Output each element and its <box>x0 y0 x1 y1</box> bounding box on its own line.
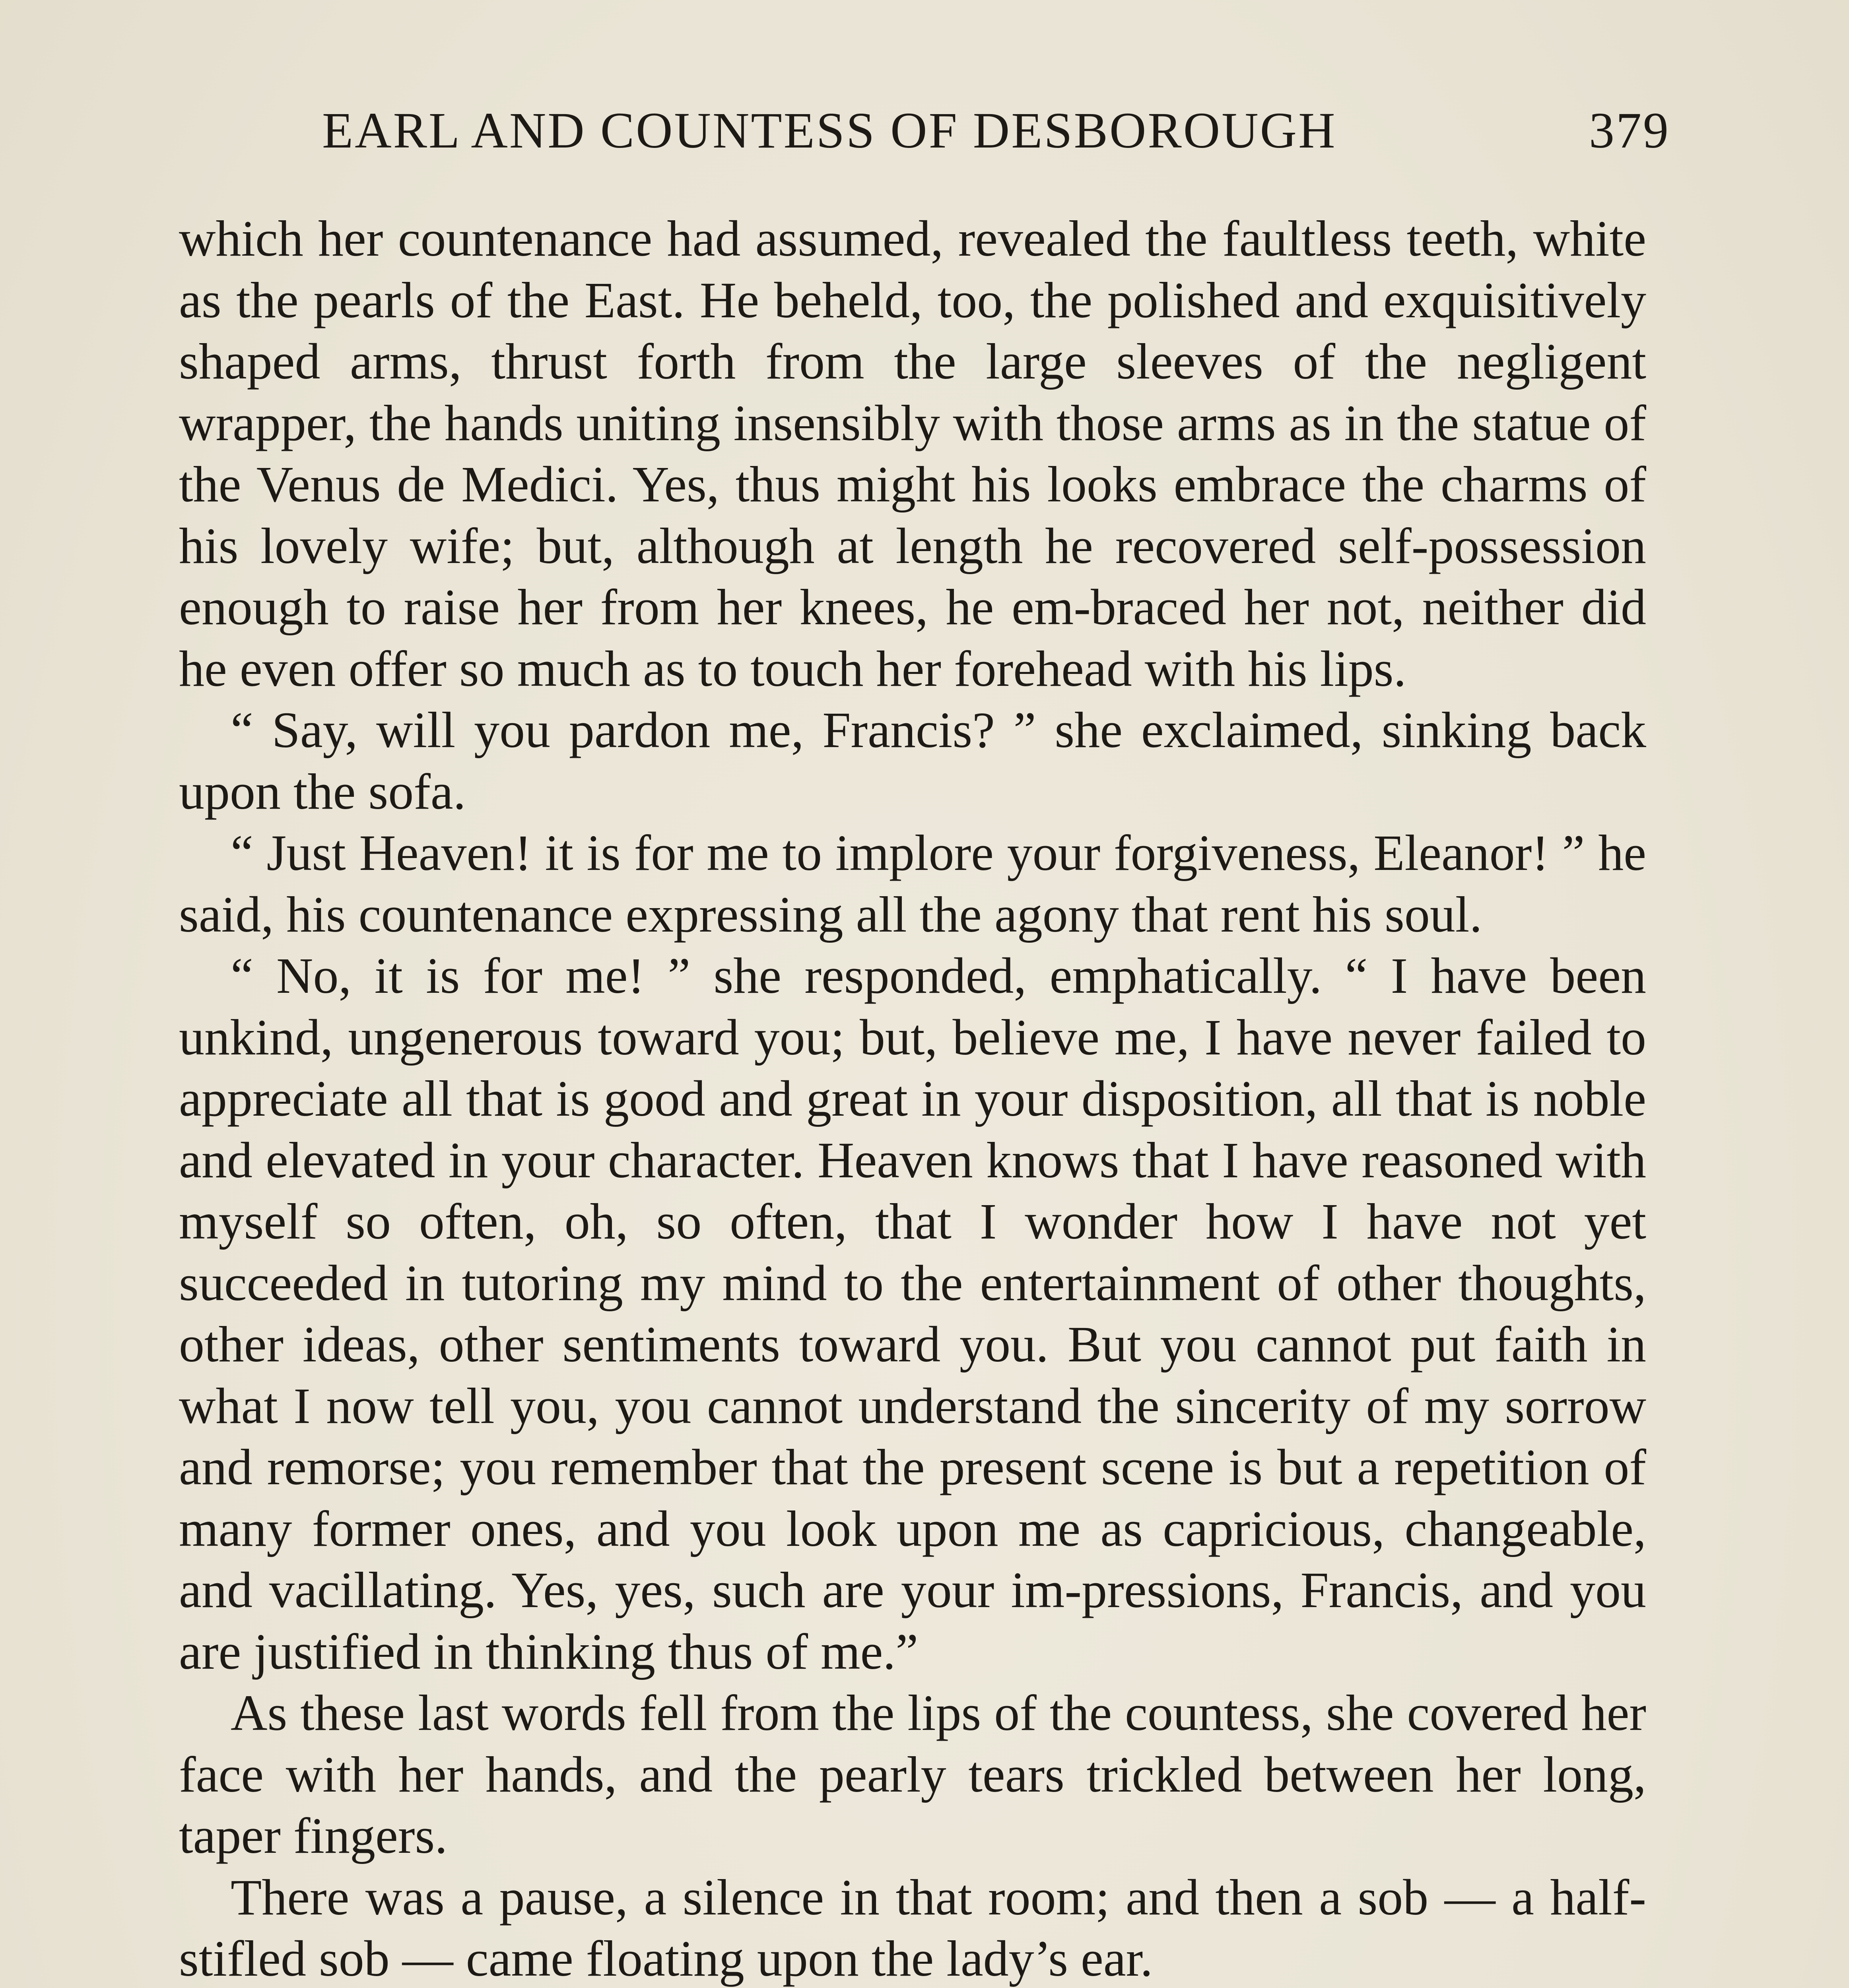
running-title: EARL AND COUNTESS OF DESBOROUGH <box>322 102 1337 159</box>
paragraph-3: “ Just Heaven! it is for me to implore your forgiveness, Eleanor! ” he said, his countenance expressing all the agony that rent his soul. <box>179 825 1646 943</box>
paragraph-6: There was a pause, a silence in that room; and then a sob — a half-stifled sob — came floating upon the lady’s ear. <box>179 1869 1646 1987</box>
paragraph-1: which her countenance had assumed, revealed the faultless teeth, white as the pearls of the East. He beheld, too, the polished and exquisitively shaped arms, thrust forth from the large sleeves of the negligent wrapper, the hands uniting insensibly with those arms as in the statue of the Venus de Medici. Yes, thus might his looks embrace the charms of his lovely wife; but, although at length he recovered self-possession enough to raise her from her knees, he em-braced her not, neither did he even offer so much as to touch her forehead with his lips. <box>179 210 1646 697</box>
paragraph-5: As these last words fell from the lips of the countess, she covered her face with her hands, and the pearly tears trickled between her long, taper fingers. <box>179 1685 1646 1864</box>
paragraph-4: “ No, it is for me! ” she responded, emphatically. “ I have been unkind, ungenerous toward you; but, believe me, I have never failed to appreciate all that is good and great in your disposition, all that is noble and elevated in your character. Heaven knows that I have reasoned with myself so often, oh, so often, that I wonder how I have not yet succeeded in tutoring my mind to the entertainment of other thoughts, other ideas, other sentiments toward you. But you cannot put faith in what I now tell you, you cannot understand the sincerity of my sorrow and remorse; you remember that the present scene is but a repetition of many former ones, and you look upon me as capricious, changeable, and vacillating. Yes, yes, such are your im-pressions, Francis, and you are justified in thinking thus of me.” <box>179 947 1646 1680</box>
page-header <box>322 101 1670 157</box>
page-number: 379 <box>1589 102 1670 159</box>
body-text <box>179 208 1646 1988</box>
paragraph-2: “ Say, will you pardon me, Francis? ” she exclaimed, sinking back upon the sofa. <box>179 702 1646 820</box>
